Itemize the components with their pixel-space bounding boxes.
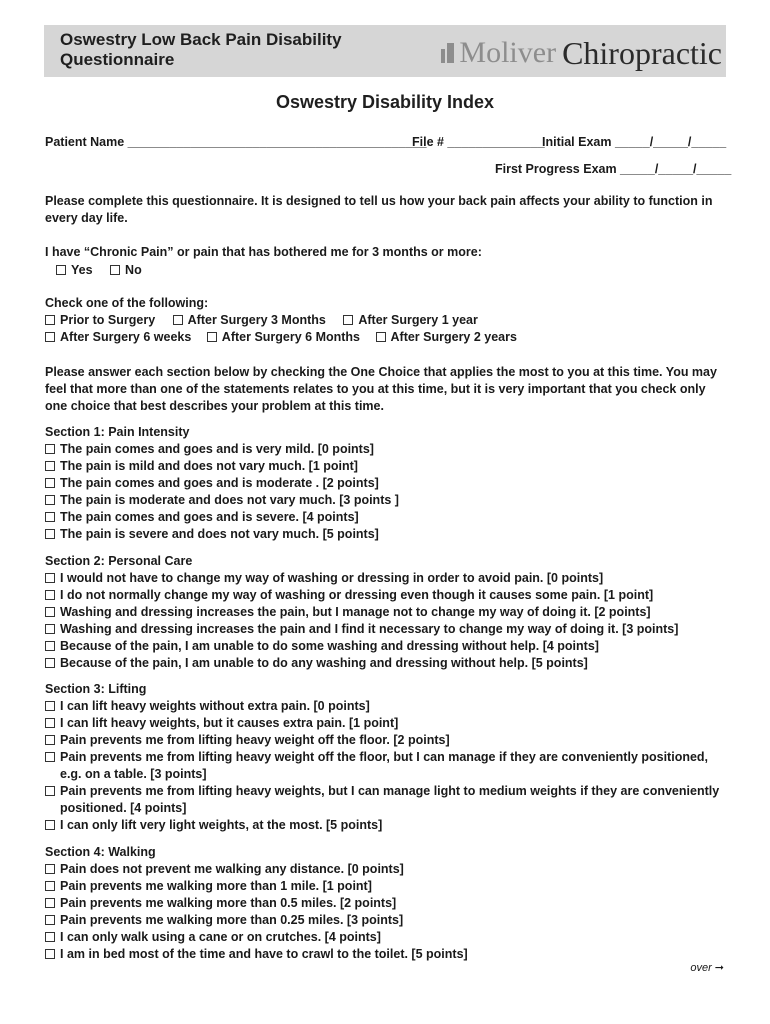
first-progress-exam-field[interactable]: First Progress Exam _____/_____/_____ bbox=[495, 162, 732, 176]
chronic-pain-options bbox=[56, 262, 156, 279]
document-title: Oswestry Disability Index bbox=[275, 92, 495, 112]
logo-mark-icon bbox=[441, 43, 454, 63]
surgery-row-2 bbox=[45, 329, 531, 346]
section-3-option[interactable]: I can only lift very light weights, at the most. [5 points] bbox=[45, 817, 729, 834]
checkbox[interactable] bbox=[45, 820, 55, 830]
section-1-option[interactable]: The pain is severe and does not vary much. [5 points] bbox=[45, 526, 729, 543]
checkbox[interactable] bbox=[45, 573, 55, 583]
checkbox[interactable] bbox=[45, 332, 55, 342]
section-4-option[interactable]: I can only walk using a cane or on crutches. [4 points] bbox=[45, 929, 729, 946]
section-4-option[interactable]: Pain prevents me walking more than 1 mile. [1 point] bbox=[45, 878, 729, 895]
checkbox[interactable] bbox=[45, 512, 55, 522]
checkbox[interactable] bbox=[45, 495, 55, 505]
section-4-title: Section 4: Walking bbox=[45, 845, 156, 859]
section-2-option[interactable]: Washing and dressing increases the pain, but I manage not to change my way of doing it. [2 points] bbox=[45, 604, 729, 621]
checkbox[interactable] bbox=[45, 590, 55, 600]
chronic-yes-option[interactable]: Yes bbox=[56, 262, 93, 279]
checkbox[interactable] bbox=[45, 658, 55, 668]
section-3-option[interactable]: Pain prevents me from lifting heavy weight off the floor. [2 points] bbox=[45, 732, 729, 749]
after-surgery-2-years-option[interactable]: After Surgery 2 years bbox=[376, 329, 517, 346]
checkbox[interactable] bbox=[45, 864, 55, 874]
after-surgery-6-weeks-option[interactable]: After Surgery 6 weeks bbox=[45, 329, 191, 346]
section-2-option[interactable]: Because of the pain, I am unable to do some washing and dressing without help. [4 points] bbox=[45, 638, 729, 655]
checkbox[interactable] bbox=[45, 624, 55, 634]
checkbox[interactable] bbox=[45, 786, 55, 796]
checkbox[interactable] bbox=[56, 265, 66, 275]
checkbox[interactable] bbox=[45, 701, 55, 711]
section-4-options bbox=[45, 861, 729, 963]
checkbox[interactable] bbox=[110, 265, 120, 275]
checkbox[interactable] bbox=[45, 932, 55, 942]
file-number-field[interactable]: File # ______________ bbox=[412, 135, 545, 149]
instructions-bold: Please answer each section below by checking the One Choice that applies the most to you at this time. bbox=[45, 365, 663, 379]
section-2-option[interactable]: Washing and dressing increases the pain and I find it necessary to change my way of doing it. [3 points] bbox=[45, 621, 729, 638]
checkbox[interactable] bbox=[45, 949, 55, 959]
checkbox[interactable] bbox=[45, 315, 55, 325]
chronic-pain-question: I have “Chronic Pain” or pain that has bothered me for 3 months or more: bbox=[45, 245, 482, 259]
checkbox[interactable] bbox=[45, 444, 55, 454]
checkbox[interactable] bbox=[45, 478, 55, 488]
section-2-option[interactable]: Because of the pain, I am unable to do any washing and dressing without help. [5 points] bbox=[45, 655, 729, 672]
form-title bbox=[60, 30, 342, 70]
form-title-line2: Questionnaire bbox=[60, 50, 175, 69]
intro-text: Please complete this questionnaire. It is designed to tell us how your back pain affects your ability to function in every day life. bbox=[45, 194, 713, 225]
section-3-options bbox=[45, 698, 729, 834]
checkbox[interactable] bbox=[45, 461, 55, 471]
logo-word-chiropractic: Chiropractic bbox=[562, 35, 722, 71]
checkbox[interactable] bbox=[45, 752, 55, 762]
instructions-rest: You may feel that more than one of the statements relates to you at this time, but it is very important that you check only one choice that best describes your problem at this time. bbox=[45, 365, 717, 413]
section-1-option[interactable]: The pain is mild and does not vary much. [1 point] bbox=[45, 458, 729, 475]
section-4-option[interactable]: Pain does not prevent me walking any distance. [0 points] bbox=[45, 861, 729, 878]
form-title-line1: Oswestry Low Back Pain Disability bbox=[60, 30, 342, 49]
section-2-options bbox=[45, 570, 729, 672]
section-3-title: Section 3: Lifting bbox=[45, 682, 147, 696]
patient-name-field[interactable]: Patient Name ___________________________________________ bbox=[45, 135, 427, 149]
section-1-title: Section 1: Pain Intensity bbox=[45, 425, 190, 439]
checkbox[interactable] bbox=[45, 735, 55, 745]
logo-word-moliver: Moliver bbox=[459, 36, 557, 69]
section-1-option[interactable]: The pain comes and goes and is moderate . [2 points] bbox=[45, 475, 729, 492]
checkbox[interactable] bbox=[45, 641, 55, 651]
chronic-no-option[interactable]: No bbox=[110, 262, 142, 279]
section-3-option[interactable]: I can lift heavy weights without extra pain. [0 points] bbox=[45, 698, 729, 715]
checkbox[interactable] bbox=[173, 315, 183, 325]
after-surgery-1-year-option[interactable]: After Surgery 1 year bbox=[343, 312, 478, 329]
surgery-row-1 bbox=[45, 312, 492, 329]
section-4-option[interactable]: I am in bed most of the time and have to crawl to the toilet. [5 points] bbox=[45, 946, 729, 963]
section-4-option[interactable]: Pain prevents me walking more than 0.5 miles. [2 points] bbox=[45, 895, 729, 912]
section-3-option[interactable]: Pain prevents me from lifting heavy weight off the floor, but I can manage if they are conveniently positioned, e.g. on a table. [3 points] bbox=[45, 749, 729, 783]
initial-exam-field[interactable]: Initial Exam _____/_____/_____ bbox=[542, 135, 727, 149]
section-2-option[interactable]: I would not have to change my way of washing or dressing in order to avoid pain. [0 points] bbox=[45, 570, 729, 587]
checkbox[interactable] bbox=[45, 898, 55, 908]
section-3-option[interactable]: Pain prevents me from lifting heavy weights, but I can manage light to medium weights if they are conveniently positioned. [4 points] bbox=[45, 783, 729, 817]
section-3-option[interactable]: I can lift heavy weights, but it causes extra pain. [1 point] bbox=[45, 715, 729, 732]
section-1-option[interactable]: The pain comes and goes and is very mild. [0 points] bbox=[45, 441, 729, 458]
checkbox[interactable] bbox=[343, 315, 353, 325]
after-surgery-3-months-option[interactable]: After Surgery 3 Months bbox=[173, 312, 326, 329]
section-1-options bbox=[45, 441, 729, 543]
checkbox[interactable] bbox=[376, 332, 386, 342]
checkbox[interactable] bbox=[45, 915, 55, 925]
clinic-logo bbox=[441, 31, 722, 71]
checkbox[interactable] bbox=[45, 718, 55, 728]
surgery-label: Check one of the following: bbox=[45, 296, 209, 310]
over-page-indicator: over ➞ bbox=[690, 962, 724, 974]
checkbox[interactable] bbox=[45, 607, 55, 617]
section-1-option[interactable]: The pain is moderate and does not vary much. [3 points ] bbox=[45, 492, 729, 509]
section-4-option[interactable]: Pain prevents me walking more than 0.25 miles. [3 points] bbox=[45, 912, 729, 929]
section-1-option[interactable]: The pain comes and goes and is severe. [4 points] bbox=[45, 509, 729, 526]
checkbox[interactable] bbox=[207, 332, 217, 342]
section-2-title: Section 2: Personal Care bbox=[45, 554, 193, 568]
checkbox[interactable] bbox=[45, 881, 55, 891]
instructions bbox=[45, 364, 727, 415]
checkbox[interactable] bbox=[45, 529, 55, 539]
prior-to-surgery-option[interactable]: Prior to Surgery bbox=[45, 312, 155, 329]
header-banner bbox=[44, 25, 726, 77]
after-surgery-6-months-option[interactable]: After Surgery 6 Months bbox=[207, 329, 360, 346]
section-2-option[interactable]: I do not normally change my way of washing or dressing even though it causes some pain. [1 point] bbox=[45, 587, 729, 604]
